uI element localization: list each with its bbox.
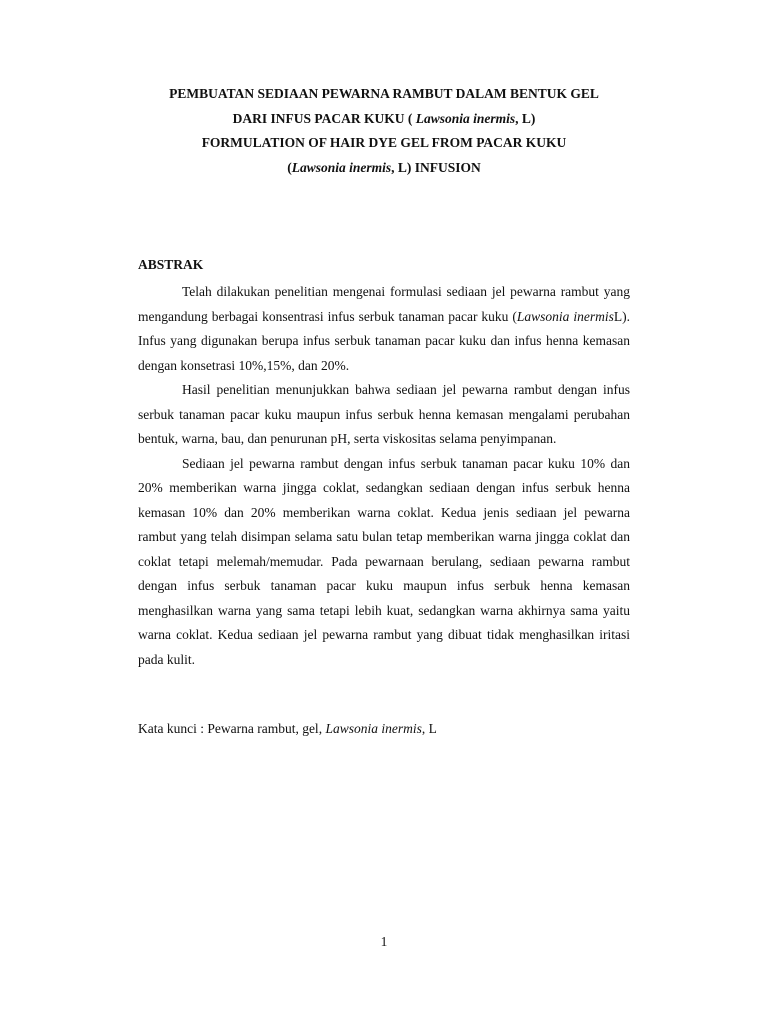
abstract-paragraph-2: Hasil penelitian menunjukkan bahwa sediaan jel pewarna rambut dengan infus serbuk tanaman pacar kuku maupun infus serbuk henna kemasan mengalami perubahan bentuk, warna, bau, dan penurunan pH, serta viskositas selama penyimpanan. — [138, 382, 630, 446]
keywords-species: Lawsonia inermis — [325, 721, 422, 736]
abstract-paragraph-1-species: Lawsonia inermis — [516, 308, 614, 324]
title-line-2 — [100, 107, 668, 132]
keywords-prefix: Kata kunci : Pewarna rambut, gel, — [138, 721, 326, 736]
title-line-4 — [100, 156, 668, 181]
page-number: 1 — [380, 934, 388, 949]
paper-title — [100, 82, 668, 180]
keywords-suffix: , L — [421, 721, 437, 736]
abstract-paragraph-1-text-b: L). Infus yang digunakan berupa infus serbuk tanaman pacar kuku dan infus henna kemasan dengan konsetrasi 10%,15%, dan 20%. — [138, 308, 630, 373]
title-line-2-species: Lawsonia inermis — [415, 110, 516, 126]
title-line-1: PEMBUATAN SEDIAAN PEWARNA RAMBUT DALAM BENTUK GEL — [169, 86, 599, 101]
title-line-2-text: DARI INFUS PACAR KUKU ( — [232, 110, 416, 126]
title-line-3: FORMULATION OF HAIR DYE GEL FROM PACAR KUKU — [201, 135, 567, 150]
abstract-section — [138, 254, 630, 672]
abstract-paragraph-1 — [138, 280, 630, 378]
title-line-4-species: Lawsonia inermis — [291, 159, 392, 175]
title-line-4-open: ( — [287, 159, 292, 175]
abstract-paragraph-3: Sediaan jel pewarna rambut dengan infus serbuk tanaman pacar kuku 10% dan 20% memberikan warna jingga coklat, sedangkan sediaan dengan infus serbuk henna kemasan 10% dan 20% memberikan warna coklat. Kedua jenis sediaan jel pewarna rambut yang telah disimpan selama satu bulan tetap memberikan warna jingga coklat dan coklat tetapi melemah/memudar. Pada pewarnaan berulang, sediaan pewarna rambut dengan infus serbuk tanaman pacar kuku maupun infus serbuk henna kemasan menghasilkan warna yang sama tetapi lebih kuat, sedangkan warna akhirnya sama yaitu warna coklat. Kedua sediaan jel pewarna rambut yang dibuat tidak menghasilkan iritasi pada kulit. — [138, 455, 630, 667]
abstract-paragraph-1-text-a: Telah dilakukan penelitian mengenai formulasi sediaan jel pewarna rambut yang mengandung berbagai konsentrasi infus serbuk tanaman pacar kuku ( — [138, 284, 630, 324]
title-line-2-author: , L) — [515, 110, 536, 126]
abstract-heading: ABSTRAK — [138, 257, 204, 272]
keywords-line — [138, 717, 630, 741]
title-line-4-text: , L) INFUSION — [391, 159, 481, 175]
